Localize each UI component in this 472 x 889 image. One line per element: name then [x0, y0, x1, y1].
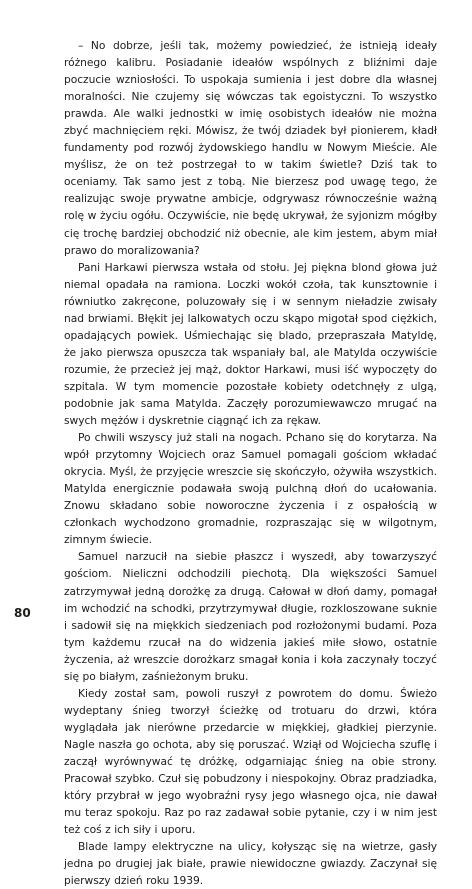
paragraph: Kiedy został sam, powoli ruszył z powrotem do domu. Świeżo wydeptany śnieg tworzył ścieżkę od trotuaru do drzwi, która wyglądała jak nierówne przedarcie w miękkiej, gładkiej pierzynie. Nagle naszła go ochota, aby się poruszać. Wziął od Wojciecha szuflę i zaczął wyrównywać tę dróżkę, odgarniając śnieg na obie strony. Pracował szybko. Czuł się pobudzony i niespokojny. Obraz pradziadka, który przybrał w jego wyobraźni rysy jego własnego ojca, nie dawał mu teraz spokoju. Raz po raz zadawał sobie pytanie, czy i w nim jest też coś z ich siły i uporu. — [64, 686, 437, 837]
paragraph: Po chwili wszyscy już stali na nogach. Pchano się do korytarza. Na wpół przytomny Wojciech oraz Samuel pomagali gościom wkładać okrycia. Myśl, że przyjęcie wreszcie się skończyło, ożywiła wszystkich. Matylda energicznie podawała swoją pulchną dłoń do ucałowania. Znowu składano sobie noworoczne życzenia i z ospałością w członkach wychodzono gromadnie, rozpraszając się w wilgotnym, zimnym świecie. — [64, 431, 437, 547]
page-text — [64, 37, 437, 889]
paragraph: Pani Harkawi pierwsza wstała od stołu. Jej piękna blond głowa już niemal opadała na ramiona. Loczki wokół czoła, tak kunsztownie i równiutko zakręcone, poluzowały się i w sennym nieładzie zwisały nad brwiami. Błękit jej lalkowatych oczu skąpo migotał spod ciężkich, opadających powiek. Uśmiechając się blado, przepraszała Matyldę, że jako pierwsza opuszcza tak wspaniały bal, ale Matylda oczywiście rozumie, że przecież jej mąż, doktor Harkawi, musi iść wypoczęty do szpitala. W tym momencie pozostałe kobiety odetchnęły z ulgą, podobnie jak sama Matylda. Zaczęły porozumiewawczo mrugać na swych mężów i dyskretnie ciągnąć ich za rękaw. — [64, 260, 437, 428]
paragraph: Blade lampy elektryczne na ulicy, kołysząc się na wietrze, gasły jedna po drugiej jak białe, prawie niewidoczne gwiazdy. Zaczynał się pierwszy dzień roku 1939. — [64, 840, 437, 888]
paragraph: – No dobrze, jeśli tak, możemy powiedzieć, że istnieją ideały różnego kalibru. Posiadanie ideałów wspólnych z bliźnimi daje poczucie wzniosłości. To uspokaja sumienia i jest dobre dla własnej moralności. Nie czujemy się wówczas tak egoistyczni. To wszystko prawda. Ale walki jednostki w imię osobistych ideałów nie można zbyć machnięciem ręki. Mówisz, że twój dziadek był pionierem, kładł fundamenty pod rozwój żydowskiego handlu w Nowym Mieście. Ale myślisz, że on też postrzegał to w takim świetle? Dziś tak to oceniamy. Tak samo jest z tobą. Nie bierzesz pod uwagę tego, że realizując swoje prywatne ambicje, odgrywasz równocześnie ważną rolę w życiu ogółu. Oczywiście, nie będę ukrywał, że syjonizm mógłby cię trochę bardziej obchodzić niż obecnie, ale kim jestem, abym miał prawo do moralizowania? — [64, 39, 437, 257]
paragraph: Samuel narzucił na siebie płaszcz i wyszedł, aby towarzyszyć gościom. Nieliczni odchodzili piechotą. Dla większości Samuel zatrzymywał jedną dorożkę za drugą. Całował w dłoń damy, pomagał im wchodzić na schodki, przytrzymywał długie, rozkloszowane suknie i sadowił się na miękkich siedzeniach pod rozłożonymi budami. Poza tym każdemu rzucał na do widzenia jakieś miłe słowo, ostatnie życzenia, aż wreszcie dorożkarz smagał konia i koła zaczynały toczyć się po białym, zaśnieżonym bruku. — [64, 550, 437, 683]
page-number: 80 — [14, 606, 31, 620]
